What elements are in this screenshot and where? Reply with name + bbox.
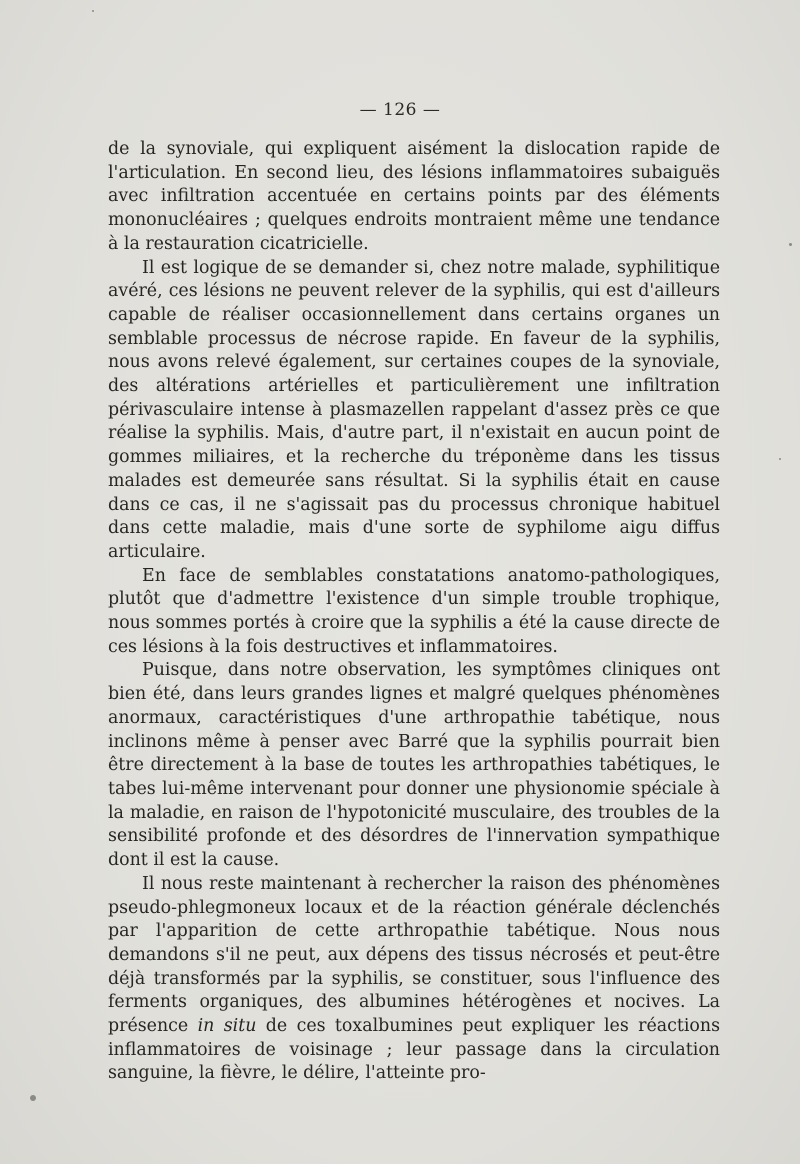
paragraph: En face de semblables constatations anatomo-pathologiques, plutôt que d'admettre l'existence d'un simple trouble trophique, nous sommes portés à croire que la syphilis a été la cause directe de ces lésions à la fois destructives et inflammatoires. [108,565,720,657]
paper-speck [30,1095,36,1101]
paragraph: de la synoviale, qui expliquent aisément la dislocation rapide de l'articulation. En second lieu, des lésions inflammatoires subaiguës avec infiltration accentuée en certains points par des éléments mononucléaires ; quelques endroits montraient même une tendance à la restauration cicatricielle. [108,139,720,254]
body-text [108,138,720,1086]
paragraph [108,873,720,1086]
paper-speck [779,458,781,460]
paragraph-text: de ces toxalbumines peut expliquer les réactions inflammatoires de voisinage ; leur passage dans la circulation sanguine, la fièvre, le délire, l'atteinte pro- [108,1016,721,1084]
paragraph-text: Il nous reste maintenant à rechercher la raison des phénomènes pseudo-phlegmoneux locaux et de la réaction générale déclenchés par l'apparition de cette arthropathie tabétique. Nous nous demandons s'il ne peut, aux dépens des tissus nécrosés et peut-être déjà transformés par la syphilis, se constituer, sous l'influence des ferments organiques, des albumines hétérogènes et nocives. La présence [108,873,720,1037]
paragraph: Il est logique de se demander si, chez notre malade, syphilitique avéré, ces lésions ne peuvent relever de la syphilis, qui est d'ailleurs capable de réaliser occasionnellement dans certains organes un semblable processus de nécrose rapide. En faveur de la syphilis, nous avons relevé également, sur certaines coupes de la synoviale, des altérations artérielles et particulièrement une infiltration périvasculaire intense à plasmazellen rappelant d'assez près ce que réalise la syphilis. Mais, d'autre part, il n'existait en aucun point de gommes miliaires, et la recherche du tréponème dans les tissus malades est demeurée sans résultat. Si la syphilis était en cause dans ce cas, il ne s'agissait pas du processus chronique habituel dans cette maladie, mais d'une sorte de syphilome aigu diffus articulaire. [108,257,720,562]
paragraph: Puisque, dans notre observation, les symptômes cliniques ont bien été, dans leurs grandes lignes et malgré quelques phénomènes anormaux, caractéristiques d'une arthropathie tabétique, nous inclinons même à penser avec Barré que la syphilis pourrait bien être directement à la base de toutes les arthropathies tabétiques, le tabes lui-même intervenant pour donner une physionomie spéciale à la maladie, en raison de l'hypotonicité musculaire, des troubles de la sensibilité profonde et des désordres de l'innervation sympathique dont il est la cause. [108,660,720,871]
page-number: — 126 — [359,100,441,120]
paper-speck [92,10,94,12]
paper-speck [789,243,792,246]
italic-term: in situ [197,1016,257,1037]
